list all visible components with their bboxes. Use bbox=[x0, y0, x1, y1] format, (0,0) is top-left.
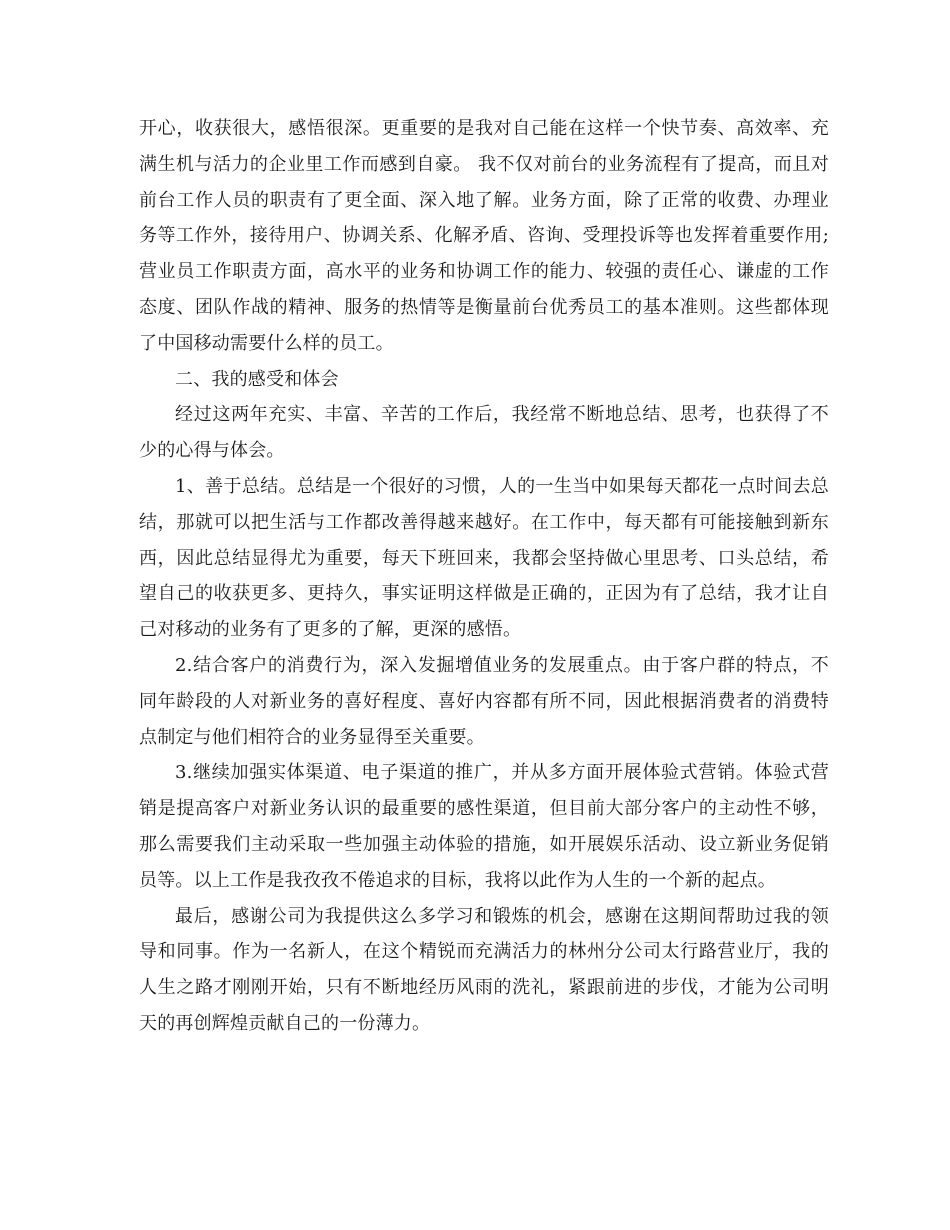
paragraph-point-1: 1、善于总结。总结是一个很好的习惯，人的一生当中如果每天都花一点时间去总结，那就可以把生活与工作都改善得越来越好。在工作中，每天都有可能接触到新东西，因此总结显得尤为重要，每天下班回来，我都会坚持做心里思考、口头总结，希望自己的收获更多、更持久，事实证明这样做是正确的，正因为有了总结，我才让自己对移动的业务有了更多的了解，更深的感悟。 bbox=[139, 475, 829, 641]
paragraph-closing: 最后，感谢公司为我提供这么多学习和锻炼的机会，感谢在这期间帮助过我的领导和同事。作为一名新人，在这个精锐而充满活力的林州分公司太行路营业厅，我的人生之路才刚刚开始，只有不断地经历风雨的洗礼，紧跟前进的步伐，才能为公司明天的再创辉煌贡献自己的一份薄力。 bbox=[139, 905, 829, 1034]
paragraph-intro: 经过这两年充实、丰富、辛苦的工作后，我经常不断地总结、思考，也获得了不少的心得与体会。 bbox=[139, 404, 829, 462]
paragraph-point-2: 2.结合客户的消费行为，深入发掘增值业务的发展重点。由于客户群的特点，不同年龄段的人对新业务的喜好程度、喜好内容都有所不同，因此根据消费者的消费特点制定与他们相符合的业务显得至关重要。 bbox=[139, 654, 829, 748]
paragraph-point-3: 3.继续加强实体渠道、电子渠道的推广，并从多方面开展体验式营销。体验式营销是提高客户对新业务认识的最重要的感性渠道，但目前大部分客户的主动性不够，那么需要我们主动采取一些加强主动体验的措施，如开展娱乐活动、设立新业务促销员等。以上工作是我孜孜不倦追求的目标，我将以此作为人生的一个新的起点。 bbox=[139, 762, 829, 891]
paragraph-1: 开心，收获很大，感悟很深。更重要的是我对自己能在这样一个快节奏、高效率、充满生机与活力的企业里工作而感到自豪。 我不仅对前台的业务流程有了提高，而且对前台工作人员的职责有了更全面、深入地了解。业务方面，除了正常的收费、办理业务等工作外，接待用户、协调关系、化解矛盾、咨询、受理投诉等也发挥着重要作用;营业员工作职责方面，高水平的业务和协调工作的能力、较强的责任心、谦虚的工作态度、团队作战的精神、服务的热情等是衡量前台优秀员工的基本准则。这些都体现了中国移动需要什么样的员工。 bbox=[139, 118, 829, 354]
section-heading: 二、我的感受和体会 bbox=[175, 368, 339, 390]
document-body bbox=[139, 111, 829, 1042]
